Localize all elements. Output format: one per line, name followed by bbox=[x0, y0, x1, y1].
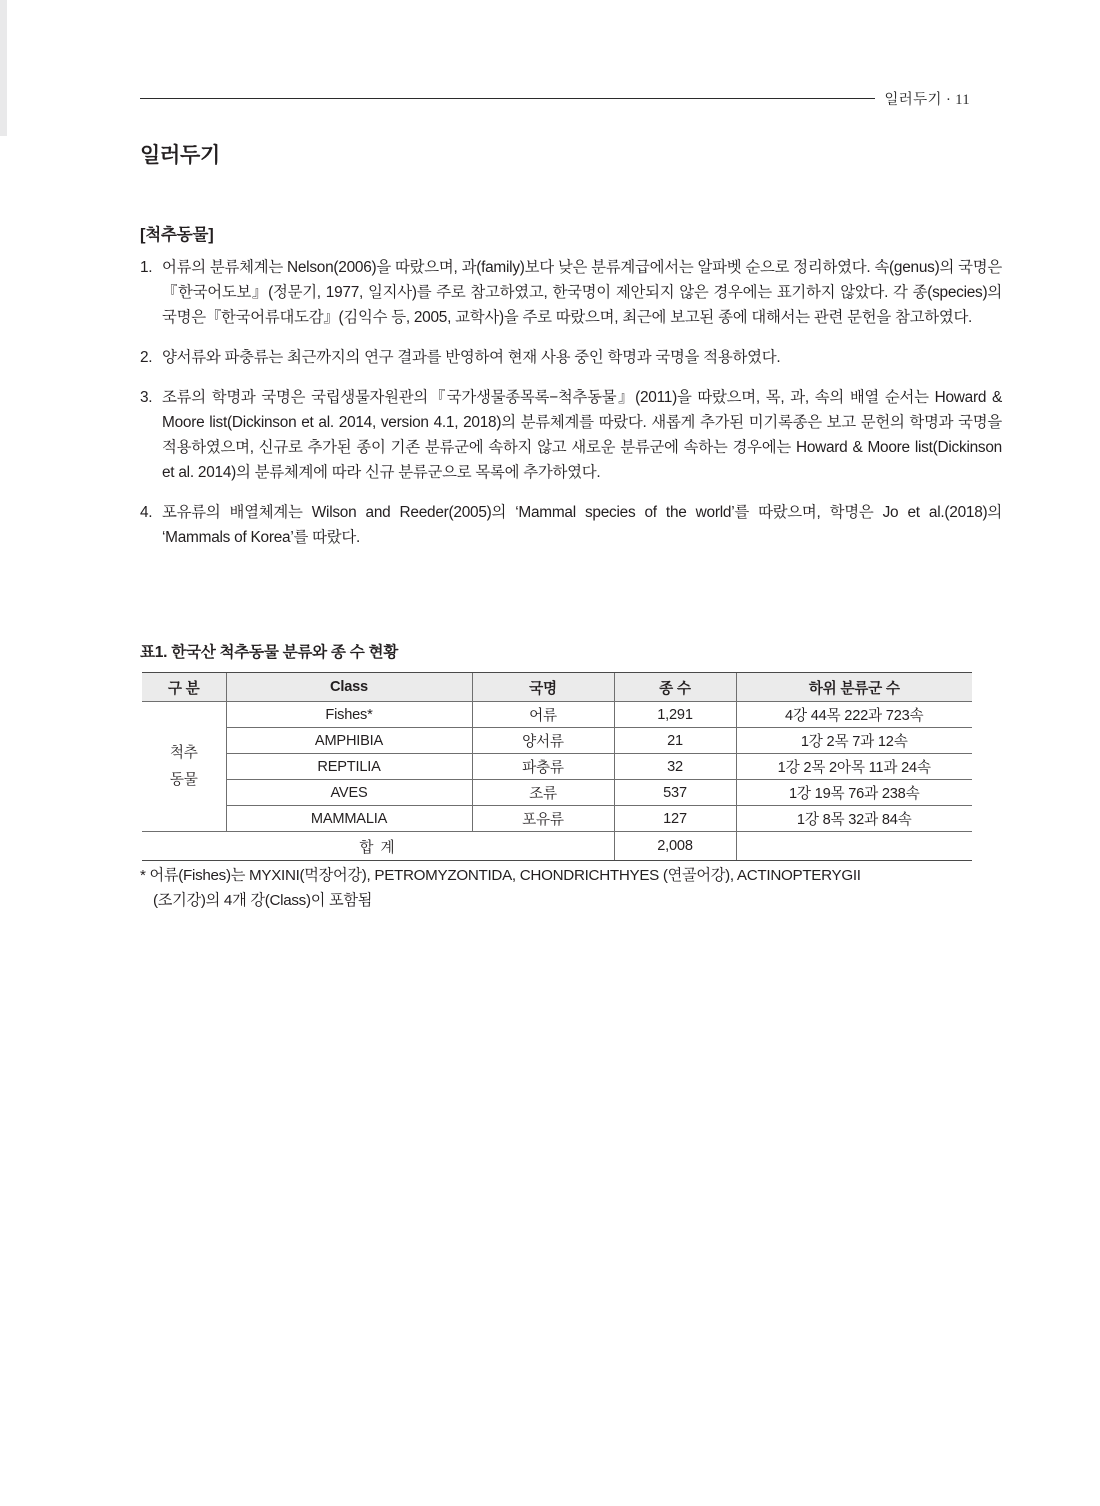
cell-total-label: 합 계 bbox=[142, 832, 614, 861]
list-item-marker: 2. bbox=[140, 348, 153, 366]
table-total-row bbox=[142, 832, 972, 861]
page-title: 일러두기 bbox=[140, 144, 220, 167]
cell-class: AMPHIBIA bbox=[226, 728, 472, 754]
cell-korean-name: 어류 bbox=[472, 702, 614, 728]
cell-subtaxa: 1강 8목 32과 84속 bbox=[736, 806, 972, 832]
cell-korean-name: 양서류 bbox=[472, 728, 614, 754]
table-head bbox=[142, 673, 972, 702]
running-header-label: 일러두기 · 11 bbox=[884, 92, 970, 108]
table-header-row bbox=[142, 673, 972, 702]
page-edge-artifact bbox=[0, 0, 7, 136]
cell-species-count: 21 bbox=[614, 728, 736, 754]
group-label-line-1: 척추 bbox=[169, 744, 198, 761]
list-item-marker: 1. bbox=[140, 259, 153, 276]
cell-class: MAMMALIA bbox=[226, 806, 472, 832]
footnote-line-1: * 어류(Fishes)는 MYXINI(먹장어강), PETROMYZONTIDA, CHONDRICHTHYES (연골어강), ACTINOPTERYGII bbox=[140, 867, 861, 884]
list-item bbox=[140, 386, 1002, 486]
table-caption: 표1. 한국산 척추동물 분류와 종 수 현황 bbox=[140, 644, 399, 661]
section-heading: [척추동물] bbox=[140, 226, 214, 244]
column-header-class: Class bbox=[226, 673, 472, 702]
running-header bbox=[140, 88, 970, 109]
table-body bbox=[142, 702, 972, 861]
table-row bbox=[142, 806, 972, 832]
table-row bbox=[142, 702, 972, 728]
list-item-text: 어류의 분류체계는 Nelson(2006)을 따랐으며, 과(family)보다 낮은 분류계급에서는 알파벳 순으로 정리하였다. 속(genus)의 국명은『한국어도보』(정문기, 1977, 일지사)를 주로 참고하였고, 한국명이 제안되지 않은 경우에는 표기하지 않았다. 각 종(species)의 국명은『한국어류대도감』(김익수 등, 2005, 교학사)을 주로 따랐으며, 최근에 보고된 종에 대해서는 관련 문헌을 참고하였다. bbox=[162, 259, 1002, 326]
cell-class: AVES bbox=[226, 780, 472, 806]
cell-total-subtaxa bbox=[736, 832, 972, 861]
header-rule bbox=[140, 98, 875, 99]
cell-class: REPTILIA bbox=[226, 754, 472, 780]
cell-subtaxa: 1강 19목 76과 238속 bbox=[736, 780, 972, 806]
cell-class: Fishes* bbox=[226, 702, 472, 728]
list-item-marker: 4. bbox=[140, 503, 153, 521]
list-item-marker: 3. bbox=[140, 388, 153, 406]
cell-subtaxa: 4강 44목 222과 723속 bbox=[736, 702, 972, 728]
cell-species-count: 537 bbox=[614, 780, 736, 806]
column-header-species-count: 종 수 bbox=[614, 673, 736, 702]
table-footnote bbox=[140, 864, 1002, 913]
list-item bbox=[140, 501, 1002, 551]
vertebrate-species-table bbox=[142, 672, 972, 861]
cell-subtaxa: 1강 2목 2아목 11과 24속 bbox=[736, 754, 972, 780]
cell-subtaxa: 1강 2목 7과 12속 bbox=[736, 728, 972, 754]
cell-species-count: 32 bbox=[614, 754, 736, 780]
cell-species-count: 1,291 bbox=[614, 702, 736, 728]
footnote-line-2: (조기강)의 4개 강(Class)이 포함됨 bbox=[153, 891, 373, 909]
column-header-gubun: 구 분 bbox=[142, 673, 226, 702]
cell-korean-name: 조류 bbox=[472, 780, 614, 806]
column-header-subtaxa-count: 하위 분류군 수 bbox=[736, 673, 972, 702]
group-label-cell bbox=[142, 702, 226, 832]
table-row bbox=[142, 780, 972, 806]
list-item bbox=[140, 346, 1002, 371]
list-item bbox=[140, 256, 1002, 331]
column-header-korean-name: 국명 bbox=[472, 673, 614, 702]
cell-species-count: 127 bbox=[614, 806, 736, 832]
cell-total-count: 2,008 bbox=[614, 832, 736, 861]
list-item-text: 포유류의 배열체계는 Wilson and Reeder(2005)의 ‘Mammal species of the world’를 따랐으며, 학명은 Jo et al.(2018)의 ‘Mammals of Korea’를 따랐다. bbox=[162, 503, 1002, 546]
cell-korean-name: 포유류 bbox=[472, 806, 614, 832]
table-row bbox=[142, 754, 972, 780]
list-item-text: 양서류와 파충류는 최근까지의 연구 결과를 반영하여 현재 사용 중인 학명과 국명을 적용하였다. bbox=[162, 348, 781, 366]
table-row bbox=[142, 728, 972, 754]
cell-korean-name: 파충류 bbox=[472, 754, 614, 780]
numbered-list bbox=[140, 256, 1002, 551]
list-item-text: 조류의 학명과 국명은 국립생물자원관의『국가생물종목록−척추동물』(2011)을 따랐으며, 목, 과, 속의 배열 순서는 Howard & Moore list(Dickinson et al. 2014, version 4.1, 2018)의 분류체계를 따랐다. 새롭게 추가된 미기록종은 보고 문헌의 학명과 국명을 적용하였으며, 신규로 추가된 종이 기존 분류군에 속하지 않고 새로운 분류군에 속하는 경우에는 Howard & Moore list(Dickinson et al. 2014)의 분류체계에 따라 신규 분류군으로 목록에 추가하였다. bbox=[162, 388, 1002, 481]
group-label-line-2: 동물 bbox=[169, 771, 198, 788]
table-container bbox=[142, 672, 972, 861]
